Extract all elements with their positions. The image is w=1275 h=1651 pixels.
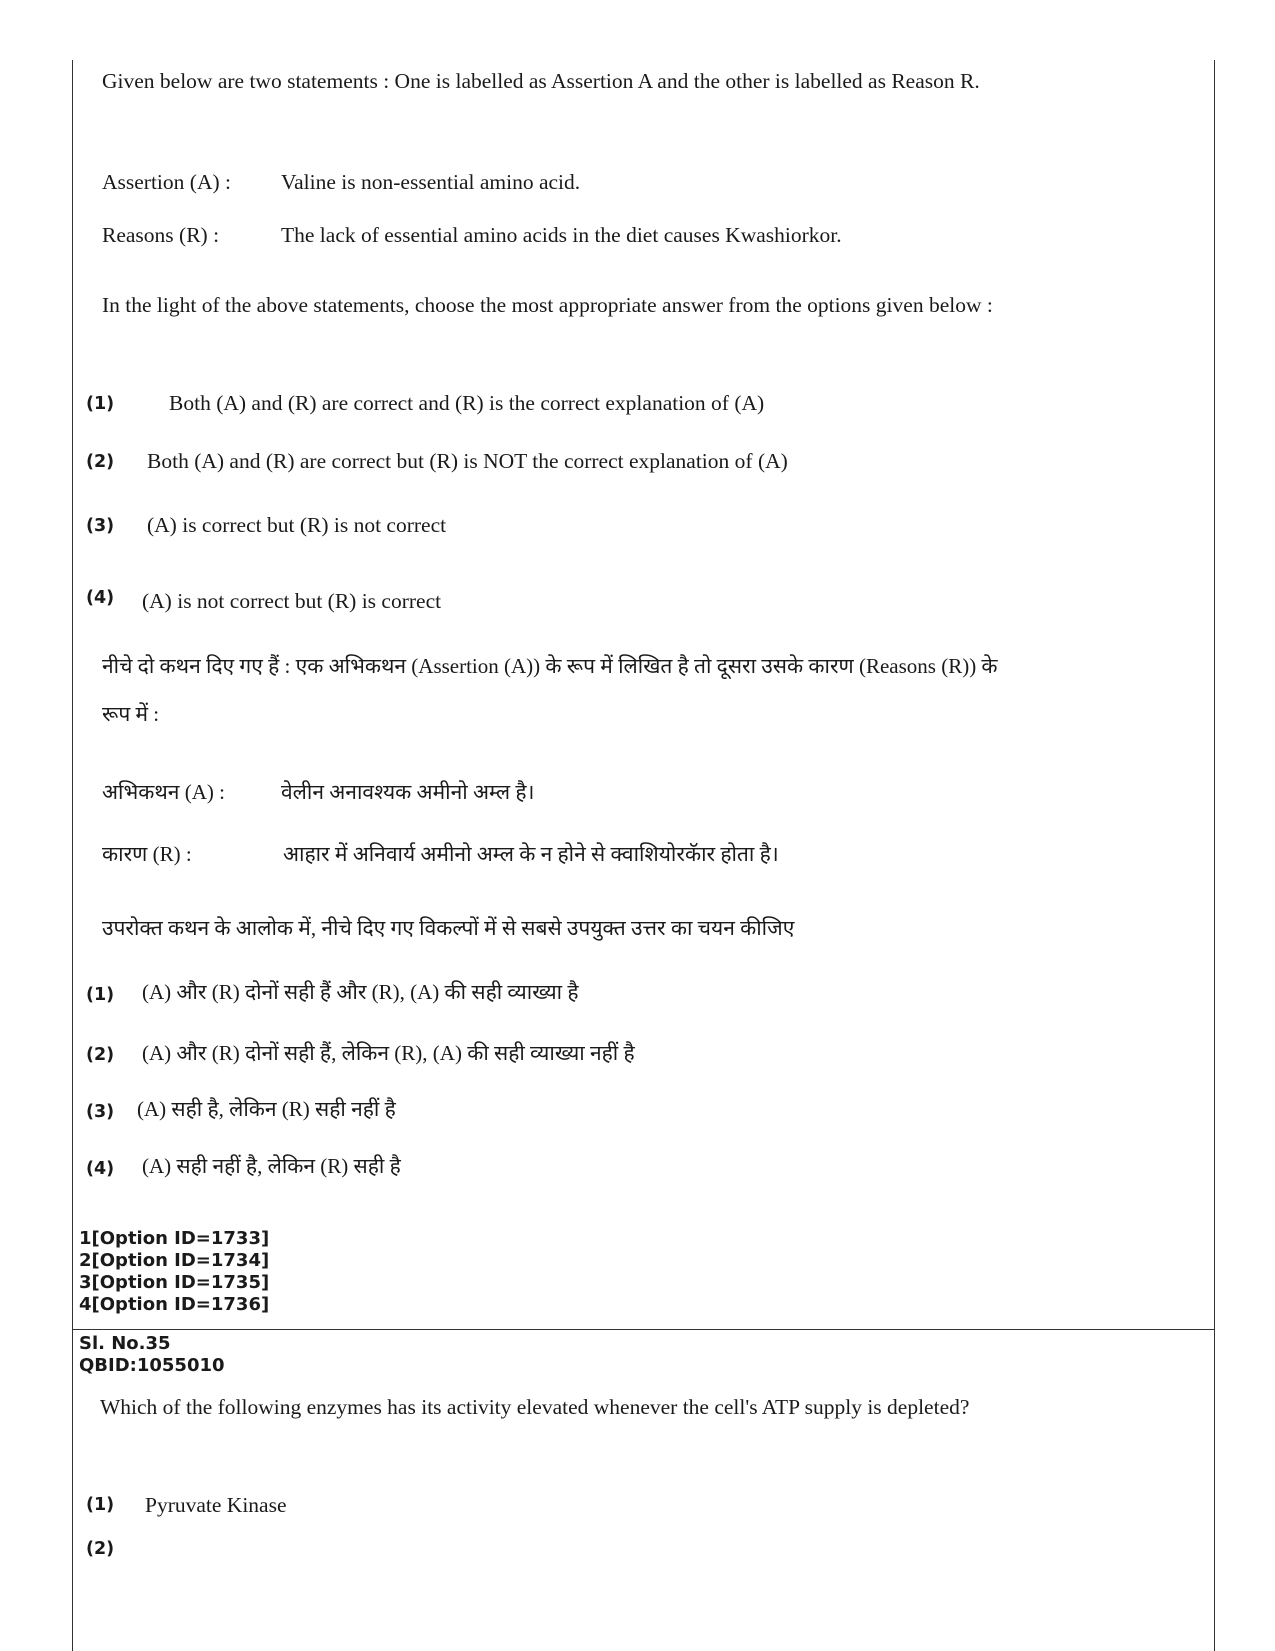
- option-number: (3): [86, 1102, 115, 1122]
- option-number: (2): [86, 1045, 115, 1065]
- left-border: [72, 60, 73, 1651]
- question-header: [79, 1333, 225, 1377]
- option-text: Pyruvate Kinase: [145, 1493, 287, 1517]
- right-border: [1214, 60, 1215, 1651]
- hindi-reason-label: कारण (R) :: [102, 842, 192, 866]
- option-number: (1): [86, 394, 115, 414]
- question-intro: Given below are two statements : One is labelled as Assertion A and the other is labelled as Reason R.: [102, 69, 980, 93]
- hindi-option-text: (A) और (R) दोनों सही हैं, लेकिन (R), (A) की सही व्याख्या नहीं है: [142, 1041, 635, 1065]
- hindi-intro-line2: रूप में :: [102, 702, 160, 726]
- option-number: (1): [86, 1495, 115, 1515]
- option-id: 1[Option ID=1733]: [79, 1228, 270, 1249]
- option-id: 4[Option ID=1736]: [79, 1294, 270, 1315]
- hindi-reason-text: आहार में अनिवार्य अमीनो अम्ल के न होने से क्वाशियोरकॅार होता है।: [283, 842, 779, 866]
- serial-number: Sl. No.35: [79, 1333, 171, 1354]
- option-number: (1): [86, 985, 115, 1005]
- option-id-list: [79, 1228, 269, 1316]
- option-id: 2[Option ID=1734]: [79, 1250, 270, 1271]
- question-text: Which of the following enzymes has its activity elevated whenever the cell's ATP supply is depleted?: [100, 1395, 970, 1419]
- hindi-intro-line1: नीचे दो कथन दिए गए हैं : एक अभिकथन (Assertion (A)) के रूप में लिखित है तो दूसरा उसके कारण (Reasons (R)) के: [102, 654, 998, 678]
- hindi-option-text: (A) सही है, लेकिन (R) सही नहीं है: [137, 1097, 396, 1121]
- reason-text: The lack of essential amino acids in the diet causes Kwashiorkor.: [281, 223, 842, 247]
- hindi-assertion-text: वेलीन अनावश्यक अमीनो अम्ल है।: [281, 780, 535, 804]
- option-text: (A) is not correct but (R) is correct: [142, 589, 442, 613]
- assertion-label: Assertion (A) :: [102, 170, 231, 194]
- hindi-prompt: उपरोक्त कथन के आलोक में, नीचे दिए गए विकल्पों में से सबसे उपयुक्त उत्तर का चयन कीजिए: [102, 916, 795, 940]
- question-prompt: In the light of the above statements, choose the most appropriate answer from the options given below :: [102, 293, 993, 317]
- option-text: Both (A) and (R) are correct but (R) is NOT the correct explanation of (A): [147, 449, 788, 473]
- option-number: (2): [86, 452, 115, 472]
- hindi-option-text: (A) सही नहीं है, लेकिन (R) सही है: [142, 1154, 401, 1178]
- qbid: QBID:1055010: [79, 1355, 225, 1376]
- hindi-option-text: (A) और (R) दोनों सही हैं और (R), (A) की सही व्याख्या है: [142, 980, 579, 1004]
- question-divider: [72, 1329, 1215, 1330]
- option-text: Both (A) and (R) are correct and (R) is the correct explanation of (A): [169, 391, 765, 415]
- reason-label: Reasons (R) :: [102, 223, 220, 247]
- option-id: 3[Option ID=1735]: [79, 1272, 270, 1293]
- option-number: (4): [86, 1159, 115, 1179]
- option-number: (2): [86, 1539, 115, 1559]
- hindi-assertion-label: अभिकथन (A) :: [102, 780, 225, 804]
- option-text: (A) is correct but (R) is not correct: [147, 513, 447, 537]
- option-number: (3): [86, 516, 115, 536]
- assertion-text: Valine is non-essential amino acid.: [281, 170, 581, 194]
- option-number: (4): [86, 588, 115, 608]
